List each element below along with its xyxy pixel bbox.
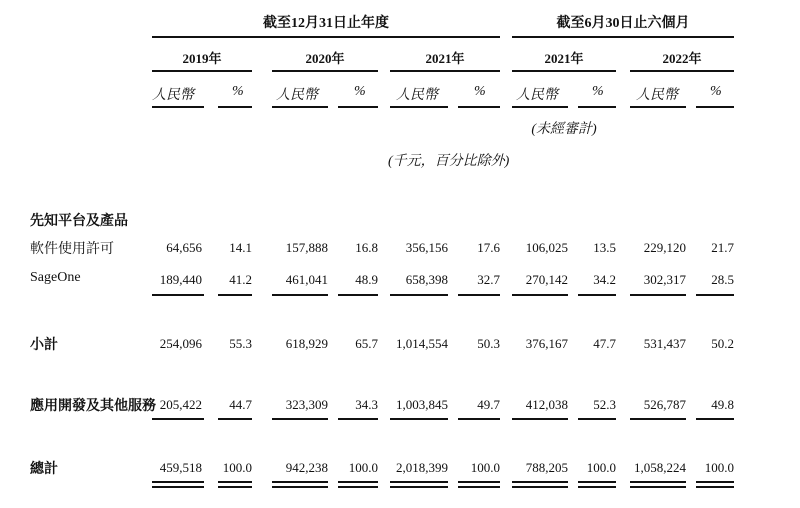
period-header-annual: 截至12月31日止年度 [263,16,389,31]
cell-value: 106,025 [525,240,568,255]
total-double-line [578,486,616,488]
cell-pct: 13.5 [593,240,616,255]
total-double-line [696,486,734,488]
year-underline [152,70,252,72]
cell-pct: 100.0 [704,460,734,475]
cell-value: 64,656 [166,240,202,255]
cell-value: 205,422 [159,397,202,412]
total-top-line [390,418,448,420]
unit-rmb: 人民幣 [152,88,194,103]
cell-pct: 48.9 [355,272,378,287]
cell-pct: 49.8 [711,397,734,412]
total-double-line [458,486,500,488]
total-top-line [696,418,734,420]
total-top-line [630,418,686,420]
period-underline-interim [512,36,734,38]
year-underline [630,70,734,72]
unit-underline [218,106,252,108]
unit-underline [338,106,378,108]
total-double-line [458,481,500,483]
cell-pct: 16.8 [355,240,378,255]
total-top-line [152,418,204,420]
total-double-line [218,481,252,483]
cell-pct: 34.3 [355,397,378,412]
subtotal-underline [578,294,616,296]
cell-pct: 50.3 [477,336,500,351]
cell-value: 1,014,554 [396,336,448,351]
total-double-line [338,481,378,483]
cell-value: 229,120 [643,240,686,255]
cell-value: 189,440 [159,272,202,287]
cell-pct: 21.7 [711,240,734,255]
cell-value: 1,003,845 [396,397,448,412]
cell-pct: 55.3 [229,336,252,351]
cell-value: 157,888 [285,240,328,255]
cell-pct: 49.7 [477,397,500,412]
unit-underline [390,106,448,108]
unit-underline [152,106,204,108]
total-double-line [218,486,252,488]
total-top-line [272,418,328,420]
unit-rmb: 人民幣 [276,88,318,103]
unit-underline [272,106,328,108]
subtotal-underline [338,294,378,296]
cell-value: 531,437 [643,336,686,351]
cell-pct: 100.0 [586,460,616,475]
cell-pct: 65.7 [355,336,378,351]
total-double-line [578,481,616,483]
total-double-line [630,486,686,488]
cell-value: 788,205 [525,460,568,475]
year-header-2021: 2021年 [425,51,465,66]
subtotal-underline [152,294,204,296]
unit-rmb: 人民幣 [516,88,558,103]
cell-value: 461,041 [285,272,328,287]
total-double-line [338,486,378,488]
unit-underline [458,106,500,108]
cell-pct: 41.2 [229,272,252,287]
cell-value: 302,317 [643,272,686,287]
cell-value: 942,238 [285,460,328,475]
subtotal-underline [512,294,568,296]
cell-pct: 52.3 [593,397,616,412]
unit-underline [696,106,734,108]
row-label: SageOne [30,270,81,285]
cell-pct: 100.0 [470,460,500,475]
total-double-line [272,486,328,488]
subtotal-underline [630,294,686,296]
cell-pct: 32.7 [477,272,500,287]
subtotal-underline [696,294,734,296]
cell-value: 412,038 [525,397,568,412]
cell-pct: 100.0 [348,460,378,475]
total-double-line [152,486,204,488]
total-double-line [390,481,448,483]
cell-value: 658,398 [405,272,448,287]
row-label: 小計 [30,338,58,353]
unit-rmb: 人民幣 [636,88,678,103]
cell-pct: 34.2 [593,272,616,287]
total-top-line [458,418,500,420]
row-label: 應用開發及其他服務 [30,399,156,414]
total-double-line [512,481,568,483]
cell-pct: 17.6 [477,240,500,255]
year-underline [272,70,378,72]
total-top-line [338,418,378,420]
total-double-line [512,486,568,488]
cell-value: 526,787 [643,397,686,412]
unit-underline [630,106,686,108]
unit-pct: % [710,84,722,99]
unit-pct: % [592,84,604,99]
unit-underline [578,106,616,108]
total-top-line [512,418,568,420]
cell-value: 254,096 [159,336,202,351]
year-header-2021-interim: 2021年 [544,51,584,66]
subtotal-underline [272,294,328,296]
cell-value: 618,929 [285,336,328,351]
subtotal-underline [218,294,252,296]
total-double-line [630,481,686,483]
year-header-2020: 2020年 [305,51,345,66]
cell-value: 356,156 [405,240,448,255]
cell-pct: 14.1 [229,240,252,255]
subtotal-underline [390,294,448,296]
cell-value: 270,142 [525,272,568,287]
unit-underline [512,106,568,108]
cell-value: 459,518 [159,460,202,475]
total-top-line [218,418,252,420]
total-top-line [578,418,616,420]
cell-pct: 50.2 [711,336,734,351]
section-title-platform: 先知平台及產品 [30,214,128,229]
unit-pct: % [474,84,486,99]
unit-note: (千元，百分比除外) [388,154,510,169]
unit-pct: % [354,84,366,99]
cell-pct: 47.7 [593,336,616,351]
subtotal-underline [458,294,500,296]
row-label: 軟件使用許可 [30,242,114,257]
cell-value: 1,058,224 [634,460,686,475]
cell-pct: 28.5 [711,272,734,287]
year-header-2022-interim: 2022年 [662,51,702,66]
unaudited-note: (未經審計) [531,122,597,137]
row-label: 總計 [30,462,58,477]
unit-pct: % [232,84,244,99]
cell-pct: 44.7 [229,397,252,412]
year-header-2019: 2019年 [182,51,222,66]
total-double-line [390,486,448,488]
cell-pct: 100.0 [222,460,252,475]
cell-value: 2,018,399 [396,460,448,475]
year-underline [390,70,500,72]
total-double-line [696,481,734,483]
cell-value: 376,167 [525,336,568,351]
unit-rmb: 人民幣 [396,88,438,103]
cell-value: 323,309 [285,397,328,412]
period-header-interim: 截至6月30日止六個月 [556,16,690,31]
total-double-line [152,481,204,483]
year-underline [512,70,616,72]
total-double-line [272,481,328,483]
period-underline-annual [152,36,500,38]
